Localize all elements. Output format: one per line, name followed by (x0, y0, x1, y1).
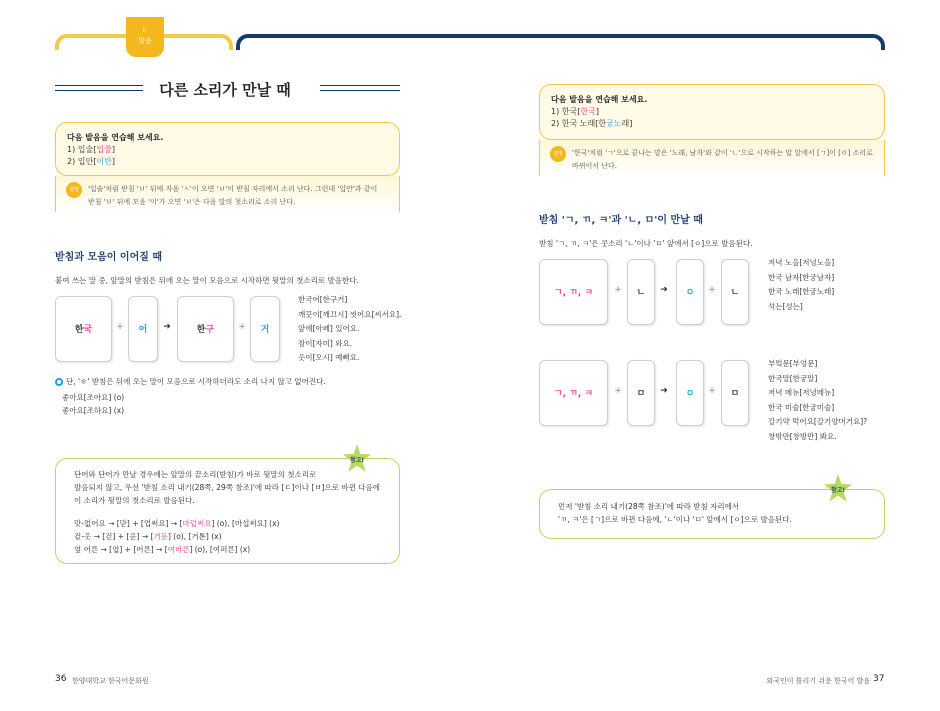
tip-example: 겉-옷 → [걷] + [옫] → [거돋] (o), [거톧] (x) (74, 532, 222, 541)
explanation-badge: 설명 (66, 182, 82, 198)
section-description: 받침 'ㄱ, ㄲ, ㅋ'은 콧소리 'ㄴ'이나 'ㅁ' 앞에서 [ㅇ]으로 발음된다. (539, 239, 753, 248)
consonant-card: ㄴ (721, 259, 749, 325)
example-item: 부엌문[부엉문] (768, 359, 818, 368)
arrow-icon: ➜ (660, 386, 668, 396)
example-item: 잠이[자미] 와요. (298, 338, 353, 348)
notice-list (62, 391, 124, 417)
example-item: 갈기약 먹어요[갈기양머거요]? (768, 417, 868, 426)
arrow-icon: ➜ (660, 285, 668, 295)
example-item: 깨끗이[깨끄시] 씻어요[씨서요]. (298, 309, 402, 319)
example-list (768, 357, 867, 444)
chapter-tab-number: I. (142, 26, 148, 34)
syllable-card: 어 (128, 296, 158, 362)
consonant-card: ㅁ (721, 360, 749, 426)
practice-box-left (55, 122, 400, 176)
header-bar-right (236, 34, 885, 50)
tip-example: 옆 어른 → [엽] + [어른] → [여버른] (o), [여퍼른] (x) (74, 545, 251, 554)
example-item: 창밖만[창방만] 봐요. (768, 431, 837, 441)
note-text: '한국'처럼 'ㄱ'으로 끝나는 말은 '노래, 남자'와 같이 'ㄴ'으로 시작하는 말 앞에서 [ㄱ]이 [ㅇ] 소리로 바뀌어서 난다. (572, 149, 873, 170)
arrow-icon: ➜ (163, 322, 171, 332)
chapter-tab-label: 발음 (138, 37, 152, 45)
tip-box-left: 단어와 단어가 만날 경우에는 앞말의 끝소리(받침)가 바로 뒷말의 첫소리로 발음되지 않고, 우선 '받침 소리 내기(28쪽, 29쪽 참조)'에 따라 [ㄷ]이나 [ㅂ]으로 바뀐 다음에 이 소리가 뒷말의 첫소리로 발음된다. 맛-없어요 → [맏] + [업써요] → [마덥써요] (o), [마섭써요] (x) 겉-옷 → [걷] + [옫] → [거돋] (o), [거톧] (x) 옆 어른 → [엽] + [어른] → [여버른] (o), [여퍼른] (x) (55, 458, 400, 564)
example-item: 저녁 메뉴[저녕메뉴] (768, 388, 835, 397)
example-item: 석는[성는] (768, 301, 803, 311)
consonant-card: ㄴ (627, 259, 655, 325)
page-number-right: 37 (873, 674, 885, 684)
bullet-icon (55, 378, 63, 386)
chapter-tab (126, 17, 164, 57)
syllable-card: 한구 (177, 296, 234, 362)
title-rule-right (320, 85, 400, 91)
plus-sign: + (708, 386, 716, 396)
page-number-left: 36 (55, 674, 67, 684)
practice-heading: 다음 발음을 연습해 보세요. (551, 95, 648, 104)
consonant-card: ㅁ (627, 360, 655, 426)
explanation-badge: 설명 (550, 146, 566, 162)
example-item: 옷이[오시] 예뻐요. (298, 353, 360, 362)
consonant-card: ㅇ (676, 360, 704, 426)
tip-box-right: 먼저 '받침 소리 내기(28쪽 참조)'에 따라 받침 자리에서 'ㄲ, ㅋ'은 [ㄱ]으로 바뀐 다음에, 'ㄴ'이나 'ㅁ' 앞에서 [ㅇ]으로 발음된다. (539, 489, 885, 539)
notice-item: 좋아요[조아요] (o) (62, 393, 125, 402)
practice-heading: 다음 발음을 연습해 보세요. (67, 133, 164, 142)
star-label: 참고! (830, 487, 846, 494)
section-heading: 받침 'ㄱ, ㄲ, ㅋ'과 'ㄴ, ㅁ'이 만날 때 (539, 215, 703, 226)
example-item: 한국어[한구거] (298, 295, 348, 304)
practice-item: 2) 입안[이반] (67, 157, 115, 166)
note-text: '입술'처럼 받침 'ㅂ' 뒤에 자음 'ㅅ'이 오면 'ㅂ'이 받침 자리에서 소리 난다. 그런데 '입안'과 같이 받침 'ㅂ' 뒤에 모음 '이'가 오면 'ㅂ'은 다음 말의 첫소리로 소리 난다. (88, 185, 378, 206)
example-list (768, 256, 834, 314)
practice-item: 2) 한국 노래[한궁노래] (551, 119, 633, 128)
practice-item: 1) 입술[입쑬] (67, 145, 115, 154)
plus-sign: + (614, 386, 622, 396)
tip-example: 맛-없어요 → [맏] + [업써요] → [마덥써요] (o), [마섭써요] (x) (74, 519, 280, 528)
plus-sign: + (614, 285, 622, 295)
page-title: 다른 소리가 만날 때 (159, 81, 291, 99)
plus-sign: + (238, 322, 246, 332)
notice-item: 좋아요[조하요] (x) (62, 406, 124, 415)
star-label: 참고! (349, 457, 365, 464)
consonant-card: ㄱ, ㄲ, ㅋ (539, 360, 608, 426)
example-list (298, 293, 401, 366)
title-rule-left (55, 85, 143, 91)
example-item: 앞에[아페] 있어요. (298, 324, 360, 333)
section-description: 붙여 쓰는 말 중, 앞말의 받침은 뒤에 오는 말이 모음으로 시작하면 뒷말의 첫소리로 발음한다. (55, 276, 359, 285)
practice-box-right (539, 84, 885, 140)
example-item: 저녁 노을[저녕노을] (768, 258, 835, 267)
example-item: 한국말[한궁말] (768, 373, 818, 383)
example-item: 한국 남자[한궁남자] (768, 272, 835, 282)
plus-sign: + (708, 285, 716, 295)
consonant-card: ㄱ, ㄲ, ㅋ (539, 259, 608, 325)
consonant-card: ㅇ (676, 259, 704, 325)
syllable-card: 거 (250, 296, 280, 362)
syllable-card: 한국 (55, 296, 112, 362)
plus-sign: + (116, 322, 124, 332)
example-item: 한국 미술[한궁미술] (768, 402, 835, 412)
footer-text-right: 외국인이 틀리기 쉬운 한국어 발음 (766, 677, 870, 685)
footer-text-left: 한양대학교 한국어문화원 (72, 677, 149, 685)
section-heading: 받침과 모음이 이어질 때 (55, 252, 163, 263)
notice-lead: 단, 'ㅎ' 받침은 뒤에 오는 말이 모음으로 시작하더라도 소리 나지 않고 없어진다. (66, 377, 326, 386)
example-item: 한국 노래[한궁노래] (768, 287, 835, 296)
practice-item: 1) 한국[한국] (551, 107, 599, 116)
